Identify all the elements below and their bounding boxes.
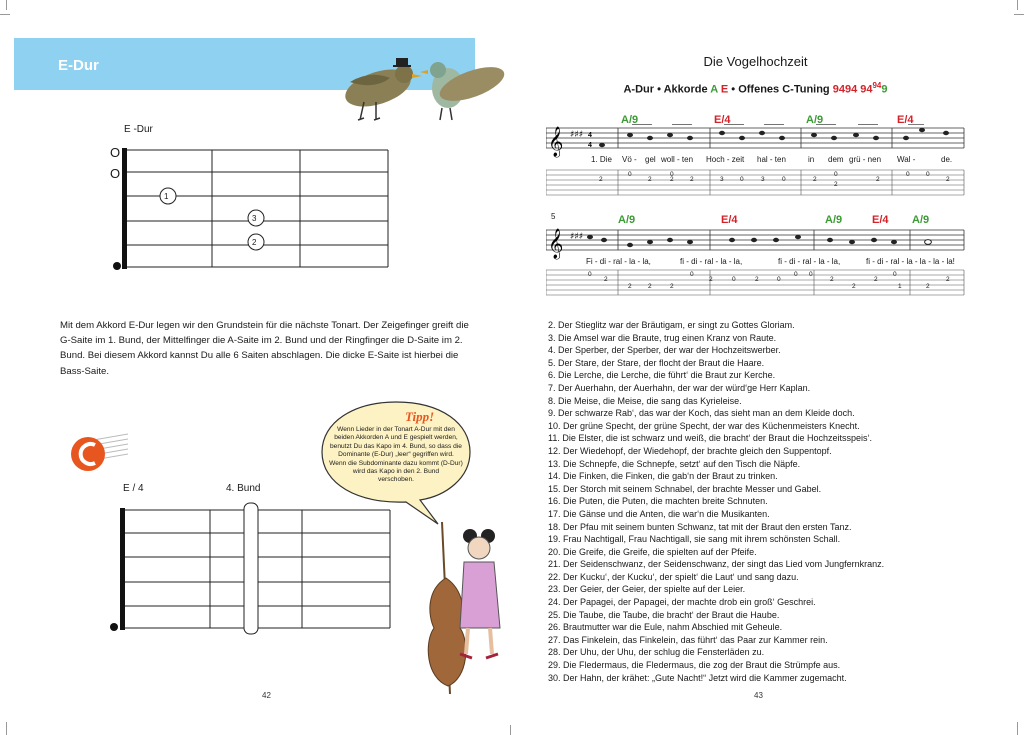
tab-number: 2 [876,176,880,183]
crop-mark [0,14,10,15]
verse-line: 8. Die Meise, die Meise, die sang das Kyrieleise. [548,395,742,406]
verse-line: 12. Der Wiedehopf, der Wiedehopf, der brachte gleich den Suppentopf. [548,445,832,456]
lyric-syllable: hal - ten [757,155,786,164]
tab-number: 2 [946,276,950,283]
verse-line: 18. Der Pfau mit seinem bunten Schwanz, tat mit der Braut den ersten Tanz. [548,521,852,532]
tipp-text [328,426,464,485]
tab-number: 2 [926,283,930,290]
tuning-separator: • Akkorde [654,83,711,96]
tipp-line: Wenn Lieder in der Tonart A-Dur mit den [337,426,455,433]
lyric-syllable: de. [941,155,953,164]
bird-right-head [430,62,446,78]
tab-number: 2 [834,181,838,188]
tab-number: 2 [670,176,674,183]
tab-number: 0 [628,171,632,178]
verse-line: 7. Der Auerhahn, der Auerhahn, der war der würd‘ge Herr Kaplan. [548,382,811,393]
tab-number: 2 [690,176,694,183]
tab-number: 2 [648,176,652,183]
description-paragraph: Mit dem Akkord E-Dur legen wir den Grundstein für die nächste Tonart. Der Zeigefinger greift die G-Saite im 1. Bund, der Mittelfinger die A-Saite im 2. Bund und der Ringfinger die D-Saite im 2. Bund. Bei diesem Akkord kannst Du alle 6 Saiten abschlagen. Die dicke E-Saite ist hierbei die Bass-Saite. [60,320,469,377]
verse-line: 16. Die Puten, die Puten, die machten breite Schnuten. [548,496,768,507]
verse-line: 25. Die Taube, die Taube, die bracht‘ der Braut die Haube. [548,609,780,620]
chord-symbol: A/9 [912,214,930,226]
girl-with-bass-illustration [420,518,510,708]
verse-line: 23. Der Geier, der Geier, der spielte auf der Leier. [548,584,746,595]
verse-line: 4. Der Sperber, der Sperber, der war der Hochzeitswerber. [548,345,781,356]
finger-number: 3 [252,214,257,223]
lyric-syllable: Vö - [622,155,637,164]
verse-line: 2. Der Stieglitz war der Bräutigam, er singt zu Gottes Gloriam. [548,320,795,330]
page-title: E-Dur [58,57,99,74]
tab-number: 2 [628,283,632,290]
hat-brim [393,65,411,67]
top-hat-icon [396,58,408,66]
chord-diagram-title: E / 4 [123,483,144,494]
chord-a-label: A [710,83,718,96]
tipp-line: verschoben. [378,476,414,484]
measure-number: 5 [551,212,556,221]
tab-number: 2 [648,283,652,290]
crop-mark [510,725,511,735]
page-number: 42 [262,691,271,700]
tipp-line: Wenn die Subdominante dazu kommt (D-Dur) [329,459,463,467]
verse-line: 13. Die Schnepfe, die Schnepfe, setzt‘ auf den Tisch die Näpfe. [548,458,801,469]
time-signature-bottom: 4 [588,142,592,149]
time-signature-top: 4 [588,132,592,139]
lyric-syllable: Hoch - zeit [706,155,745,164]
crop-mark [6,722,7,735]
lyric-syllable: 1. Die [591,155,612,164]
tuning-separator: • Offenes C-Tuning [728,83,833,96]
crop-mark [1014,14,1024,15]
bird-left-head [395,65,413,83]
verse-line: 24. Der Papagei, der Papagei, der machte drob ein groß‘ Geschrei. [548,597,816,608]
tab-number: 0 [777,276,781,283]
nut [120,508,125,630]
tab-number: 0 [690,271,694,278]
chord-symbol: A/9 [825,214,843,226]
verse-line: 27. Das Finkelein, das Finkelein, das führt‘ das Paar zur Kammer rein. [548,634,828,645]
tab-number: 2 [599,176,603,183]
tipp-line: Dominante (E-Dur) „leer“ gegriffen wird. [338,451,454,459]
tab-number: 2 [604,276,608,283]
tab-number: 2 [709,276,713,283]
tab-number: 0 [809,271,813,278]
bass-string-dot [113,262,121,270]
nut [122,148,127,269]
verse-line: 5. Der Stare, der Stare, der flocht der Braut die Haare. [548,357,765,368]
tab-number: 0 [670,171,674,178]
note-heads [599,128,949,147]
verse-line: 20. Die Greife, die Greife, die spielten auf der Pfeife. [548,546,757,557]
lyric-syllable: fi - di - ral - la - la - la - la! [866,257,955,266]
tipp-line: wird das Kapo in den 2. Bund [352,468,440,476]
music-staff-system-1 [546,124,966,210]
open-string-mark: O [110,145,121,160]
verse-line: 9. Der schwarze Rab‘, das war der Koch, das sieht man an dem Kleide doch. [548,408,855,419]
verse-line: 28. Der Uhu, der Uhu, der schlug die Fensterläden zu. [548,647,765,658]
tab-number: 3 [761,176,765,183]
tab-number: 2 [874,276,878,283]
chord-symbol: E/4 [872,214,889,226]
finger-number: 1 [164,192,169,201]
tab-number: 0 [906,171,910,178]
verse-line: 29. Die Fledermaus, die Fledermaus, die zog der Braut die Strümpfe aus. [548,660,841,671]
crop-mark [6,0,7,10]
crop-mark [1017,0,1018,10]
tipp-title: Tipp! [405,409,435,424]
lyric-syllable: dem [828,155,844,164]
tab-number: 0 [926,171,930,178]
treble-clef-icon: 𝄞 [548,127,564,157]
chord-diagram-e-dur [112,146,392,272]
chord-symbol: A/9 [806,114,824,126]
tuning-line [548,81,963,96]
tab-number: 1 [898,283,902,290]
lyric-syllable: fi - di - ral - la - la, [680,257,743,266]
lyric-syllable: woll - ten [661,155,694,164]
tuning-last: 9 [881,83,888,96]
chord-symbol: E/4 [714,114,731,126]
treble-clef-icon: 𝄞 [548,229,564,259]
song-title: Die Vogelhochzeit [703,54,808,69]
lyric-syllable: Fi - di - ral - la - la, [586,257,651,266]
tab-number: 2 [830,276,834,283]
publisher-logo-icon [68,428,130,476]
verse-line: 11. Die Elster, die ist schwarz und weiß, die bracht‘ der Braut die Hochzeitsspeis‘. [548,433,872,444]
lyric-syllable: fi - di - ral - la - la, [778,257,841,266]
verse-line: 22. Der Kucku‘, der Kucku‘, der spielt‘ die Laut‘ und sang dazu. [548,571,799,582]
verse-line: 10. Der grüne Specht, der grüne Specht, der war des Küchenmeisters Knecht. [548,420,860,431]
chord-e-label: E [720,83,729,96]
chord-symbol: A/9 [621,114,639,126]
verse-list [548,319,968,684]
crop-mark [1017,722,1018,735]
verse-line: 6. Die Lerche, die Lerche, die führt‘ die Braut zur Kerche. [548,370,776,381]
tipp-line: benutzt Du das Kapo im 4. Bund, so dass die [330,442,462,450]
chord-symbol: A/9 [618,214,636,226]
tuning-numbers: 9494 94 [832,83,873,96]
birds-illustration [330,52,510,124]
bird-left-beak [412,74,422,78]
key-signature-icon: ♯♯♯ [570,130,584,140]
verse-line: 14. Die Finken, die Finken, die gab‘n der Braut zu trinken. [548,471,778,482]
tab-number: 2 [670,283,674,290]
bird-right-beak [420,70,428,74]
tab-number: 3 [720,176,724,183]
chord-diagram-title: E -Dur [124,124,153,135]
tab-number: 0 [794,271,798,278]
lyric-syllable: in [808,155,815,164]
tab-number: 2 [946,176,950,183]
tipp-line: beiden Akkorden A und E gespielt werden, [334,434,458,442]
verse-line: 30. Der Hahn, der krähet: „Gute Nacht!“ Jetzt wird die Kammer zugemacht. [548,672,847,683]
capo-bar [244,503,258,634]
bird-right-legs [440,108,452,120]
verse-line: 15. Der Storch mit seinem Schnabel, der brachte Messer und Gabel. [548,483,822,494]
lyric-syllable: Wal - [897,155,916,164]
tab-number: 0 [782,176,786,183]
chord-symbol: E/4 [897,114,914,126]
tab-number: 2 [813,176,817,183]
tab-number: 0 [834,171,838,178]
lyric-syllable: gel [645,155,656,164]
chord-symbol: E/4 [721,214,738,226]
verse-line: 17. Die Gänse und die Anten, die war‘n die Musikanten. [548,508,770,519]
verse-line: 21. Der Seidenschwanz, der Seidenschwanz, der singt das Lied vom Jungfernkranz. [548,559,885,570]
verse-line: 3. Die Amsel war die Braute, trug einen Kranz von Raute. [548,332,777,343]
music-staff-system-2 [546,226,966,310]
finger-number: 2 [252,238,257,247]
verse-line: 19. Frau Nachtigall, Frau Nachtigall, sie sang mit ihrem schönsten Schall. [548,534,841,545]
key-signature-icon: ♯♯♯ [570,232,584,242]
tab-number: 0 [588,271,592,278]
page-number: 43 [754,691,763,700]
tab-number: 0 [893,271,897,278]
key-label: A-Dur [623,83,655,96]
tab-number: 2 [755,276,759,283]
fret-label: 4. Bund [226,483,261,494]
bass-string-dot [110,623,118,631]
lyric-syllable: grü - nen [849,155,882,164]
tuning-superscript: 94 [872,81,882,90]
tab-number: 0 [732,276,736,283]
open-string-mark: O [110,166,121,181]
tab-number: 2 [852,283,856,290]
verse-line: 26. Brautmutter war die Eule, nahm Abschied mit Geheule. [548,622,783,633]
tab-number: 0 [740,176,744,183]
